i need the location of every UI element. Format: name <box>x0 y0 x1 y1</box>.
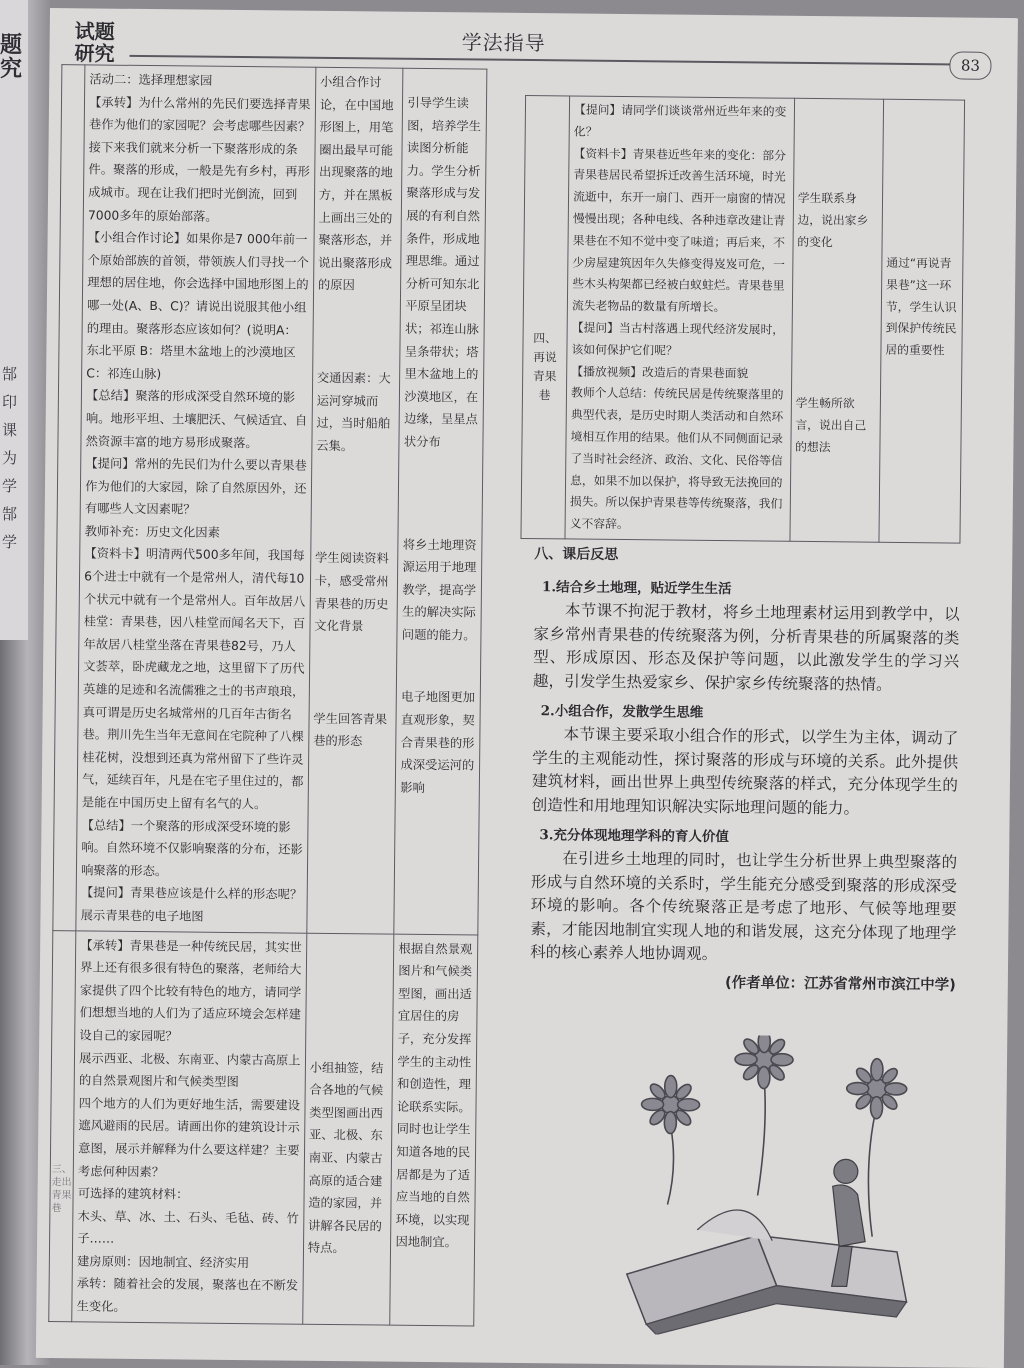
table-row <box>53 65 487 935</box>
reflection-subtitle: 1.结合乡土地理，贴近学生生活 <box>541 579 732 598</box>
flower-icon <box>734 1034 794 1196</box>
journal-page <box>36 8 1018 1368</box>
design-intent-cell: 通过“再说青果巷”这一环节，学生认识到保护传统民居的重要性 <box>879 99 965 543</box>
reflection-paragraph: 本节课不拘泥于教材，将乡土地理素材运用到教学中，以家乡常州青果巷的传统聚落为例，分析青果巷的所属聚落的类型、形成原因、形态及保护等问题，以此激发学生的学习兴趣，引发学生热爱家乡、保护家乡传统聚落的热情。 <box>532 601 960 694</box>
lesson-table-left <box>48 64 487 1326</box>
table-row <box>521 95 965 543</box>
reflection-subtitle: 2.小组合作，发散学生思维 <box>540 703 704 721</box>
reflection-paragraph: 在引进乡土地理的同时，也让学生分析世界上典型聚落的形成与自然环境的关系时，学生能充分感受到聚落的形成深受环境的影响。各个传统聚落正是考虑了地形、气候等地理要素，才能因地制宜实现人地的和谐发展，这充分体现了地理学科的核心素养人地协调观。 <box>530 849 958 964</box>
student-activity-cell: 学生联系身边，说出家乡的变化 学生畅所欲言，说出自己的想法 <box>790 98 884 542</box>
previous-page-logo: 题究 <box>0 33 23 82</box>
previous-page-edge <box>0 0 28 640</box>
student-activity-cell: 小组合作讨论，在中国地形图上，用笔圈出最早可能出现聚落的地方，并在黑板上画出三处的聚落形态，并说出聚落形成的原因 交通因素：大运河穿城而过，当时船舶云集。 学生阅读资料卡，感受常州青果巷的历史文化背景 学生回答青果巷的形态 <box>307 67 404 933</box>
design-intent-cell: 根据自然景观图片和气候类型图，画出适宜居住的房子，充分发挥学生的主动性和创造性，理论联系实际。同时也让学生知道各地的民居都是为了适应当地的自然环境，以实现因地制宜。 <box>390 934 478 1326</box>
open-book-icon <box>626 1209 907 1337</box>
book-and-flowers-illustration <box>606 1034 939 1337</box>
reflection-title: 八、课后反思 <box>534 546 619 563</box>
reflection-paragraph: 本节课主要采取小组合作的形式，以学生为主体，调动了学生的主观能动性，探讨聚落的形成与环境的关系。此外提供建筑材料，画出世界上典型传统聚落的样式，充分体现学生的创造性和用地理知识解决实际地理问题的能力。 <box>531 725 959 818</box>
stage-cell: 四、再说青果巷 <box>521 95 570 538</box>
teacher-activity-cell: 活动二：选择理想家园 【承转】为什么常州的先民们要选择青果巷作为他们的家园呢？会考虑哪些因素？接下来我们就来分析一下聚落形成的条件。聚落的形成，一般是先有乡村，再形成城市。现在让我们把时光倒流，回到7000多年的原始部落。 【小组合作讨论】如果你是7 000年前一个原始部族的首领，带领族人们寻找一个理想的居住地，你会选择中国地形图上的哪一处(A、B、C)？请说出说服其他小组的理由。聚落形态应该如何？(说明A：东北平原 B：塔里木盆地上的沙漠地区 C：祁连山脉) 【总结】聚落的形成深受自然环境的影响。地形平坦、土壤肥沃、气候适宜、自然资源丰富的地方易形成聚落。 【提问】常州的先民们为什么要以青果巷作为他们的大家园，除了自然原因外，还有哪些人文因素呢？ 教师补充：历史文化因素 【资料卡】明清两代500多年间，我国每6个进士中就有一个是常州人，清代每10个状元中就有一个是常州人。百年故居八桂堂：青果巷，因八桂堂而闻名天下，百年故居八桂堂坐落在青果巷82号，乃人文荟萃，卧虎藏龙之地，这里留下了历代英雄的足迹和名流儒雅之士的书声琅琅，真可谓是历史名城常州的几百年古街名巷。荆川先生当年无意间在宅院种了八棵桂花树，没想到还真为常州留下了些许灵气，延续百年，凡是在宅子里住过的，都是能在中国历史上留有名气的人。 【总结】一个聚落的形成深受环境的影响。自然环境不仅影响聚落的分布，还影响聚落的形态。 【提问】青果巷应该是什么样的形态呢？ 展示青果巷的电子地图 <box>76 65 316 933</box>
author-affiliation: (作者单位：江苏省常州市滨江中学) <box>724 974 956 994</box>
teacher-activity-cell: 【承转】青果巷是一种传统民居，其实世界上还有很多很有特色的聚落，老师给大家提供了四个比较有特色的地方，请同学们想想当地的人们为了适应环境会怎样建设自己的家园呢？ 展示西亚、北极、东南亚、内蒙古高原上的自然景观图片和气候类型图 四个地方的人们为更好地生活，需要建设遮风避雨的民居。请画出你的建筑设计示意图，展示并解释为什么要这样建？主要考虑何种因素？ 可选择的建筑材料： 木头、草、冰、土、石头、毛毡、砖、竹子…… 建房原则：因地制宜、经济实用 承转：随着社会的发展，聚落也在不断发生变化。 <box>72 930 307 1323</box>
teacher-activity-cell: 【提问】请同学们谈谈常州近些年来的变化？ 【资料卡】青果巷近些年来的变化：部分青果巷居民希望拆迁改善生活环境，时光流逝中，东开一扇门、西开一扇窗的情况慢慢出现；各种电线、各种违章改建让青果巷在不知不觉中变了味道；再后来，不少房屋建筑因年久失修变得岌岌可危，一些木头构架都已经被白蚁蛀烂。青果巷里流失老物品的数量有所增长。 【提问】当古村落遇上现代经济发展时，该如何保护它们呢？ 【播放视频】改造后的青果巷面貌 教师个人总结：传统民居是传统聚落里的典型代表，是历史时期人类活动和自然环境相互作用的结果。他们从不同侧面记录了当时社会经济、政治、文化、民俗等信息，如果不加以保护，将导致无法挽回的损失。所以保护青果巷等传统聚落，我们义不容辞。 <box>565 96 794 541</box>
design-intent-cell: 引导学生读图，培养学生读图分析能力。学生分析聚落形成与发展的有利自然条件，形成地理思维。通过分析可知东北平原呈团块状；祁连山脉呈条带状；塔里木盆地上的沙漠地区，在边缘，呈星点状分布 将乡土地理资源运用于地理教学，提高学生的解决实际问题的能力。 电子地图更加直观形象，契合青果巷的形成深受运河的影响 <box>394 68 487 934</box>
stage-cell: 三、走出青果巷 <box>49 930 76 1321</box>
reflection-subtitle: 3.充分体现地理学科的育人价值 <box>539 827 730 846</box>
previous-page-text: 郜印课为学郜学 <box>2 365 18 551</box>
section-header: 学法指导 <box>461 30 546 56</box>
lesson-table-right <box>520 95 965 544</box>
header-rule <box>129 55 957 66</box>
flower-icon <box>641 1075 700 1205</box>
journal-logo: 试题 研究 <box>74 19 115 66</box>
student-activity-cell: 小组抽签，结合各地的气候类型图画出西亚、北极、东南亚、内蒙古高原的适合建造的家园，并讲解各民居的特点。 <box>303 933 395 1325</box>
reflection-body <box>530 569 960 994</box>
table-row <box>49 930 478 1326</box>
page-number: 83 <box>949 51 991 79</box>
